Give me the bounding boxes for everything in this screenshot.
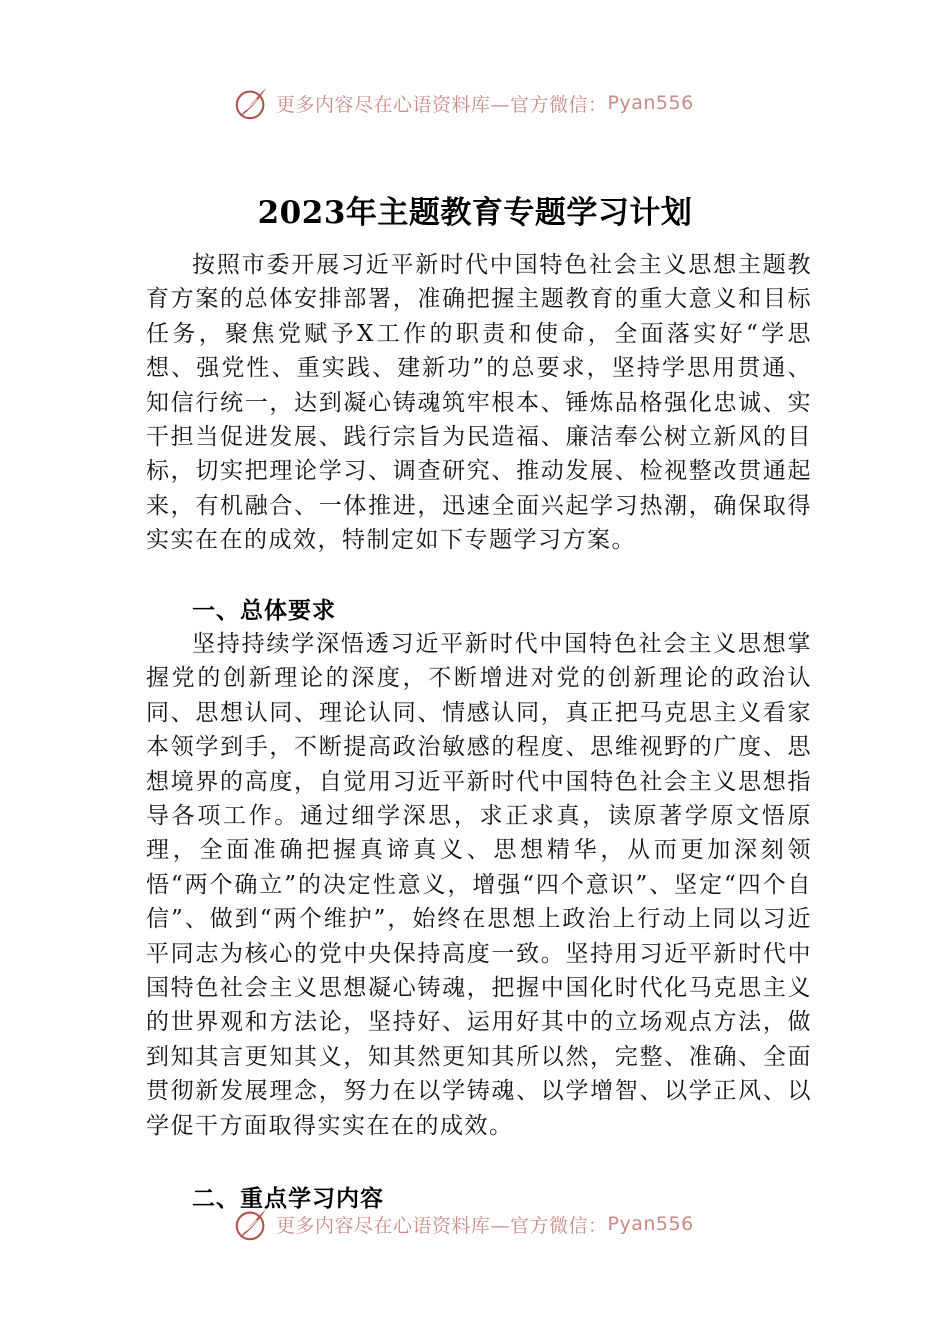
quill-logo-icon [232, 1205, 270, 1243]
watermark-wechat-id: Pyan556 [607, 92, 694, 114]
watermark-text: 更多内容尽在心语资料库—官方微信： [276, 1214, 608, 1237]
intro-paragraph: 按照市委开展习近平新时代中国特色社会主义思想主题教育方案的总体安排部署，准确把握主题教育的重大意义和目标任务，聚焦党赋予X工作的职责和使命，全面落实好“学思想、强党性、重实践、建新功”的总要求，坚持学思用贯通、知信行统一，达到凝心铸魂筑牢根本、锤炼品格强化忠诚、实干担当促进发展、践行宗旨为民造福、廉洁奉公树立新风的目标，切实把理论学习、调查研究、推动发展、检视整改贯通起来，有机融合、一体推进，迅速全面兴起学习热潮，确保取得实实在在的成效，特制定如下专题学习方案。 [146, 252, 812, 554]
watermark-text: 更多内容尽在心语资料库—官方微信： [276, 93, 608, 116]
document-title: 2023年主题教育专题学习计划 [257, 195, 693, 231]
general-requirements-paragraph: 坚持持续学深悟透习近平新时代中国特色社会主义思想掌握党的创新理论的深度，不断增进对党的创新理论的政治认同、思想认同、理论认同、情感认同，真正把马克思主义看家本领学到手，不断提高政治敏感的程度、思维视野的广度、思想境界的高度，自觉用习近平新时代中国特色社会主义思想指导各项工作。通过细学深思，求正求真，读原著学原文悟原理，全面准确把握真谛真义、思想精华，从而更加深刻领悟“两个确立”的决定性意义，增强“四个意识”、坚定“四个自信”、做到“两个维护”，始终在思想上政治上行动上同以习近平同志为核心的党中央保持高度一致。坚持用习近平新时代中国特色社会主义思想凝心铸魂，把握中国化时代化马克思主义的世界观和方法论，坚持好、运用好其中的立场观点方法，做到知其言更知其义，知其然更知其所以然，完整、准确、全面贯彻新发展理念，努力在以学铸魂、以学增智、以学正风、以学促干方面取得实实在在的成效。 [146, 631, 812, 1139]
watermark-wechat-id: Pyan556 [607, 1213, 694, 1235]
section-heading-key-content: 二、重点学习内容 [192, 1186, 384, 1212]
header-watermark [232, 83, 694, 123]
quill-logo-icon [232, 84, 270, 122]
footer-watermark [232, 1204, 694, 1244]
section-heading-general-requirements: 一、总体要求 [192, 598, 336, 624]
